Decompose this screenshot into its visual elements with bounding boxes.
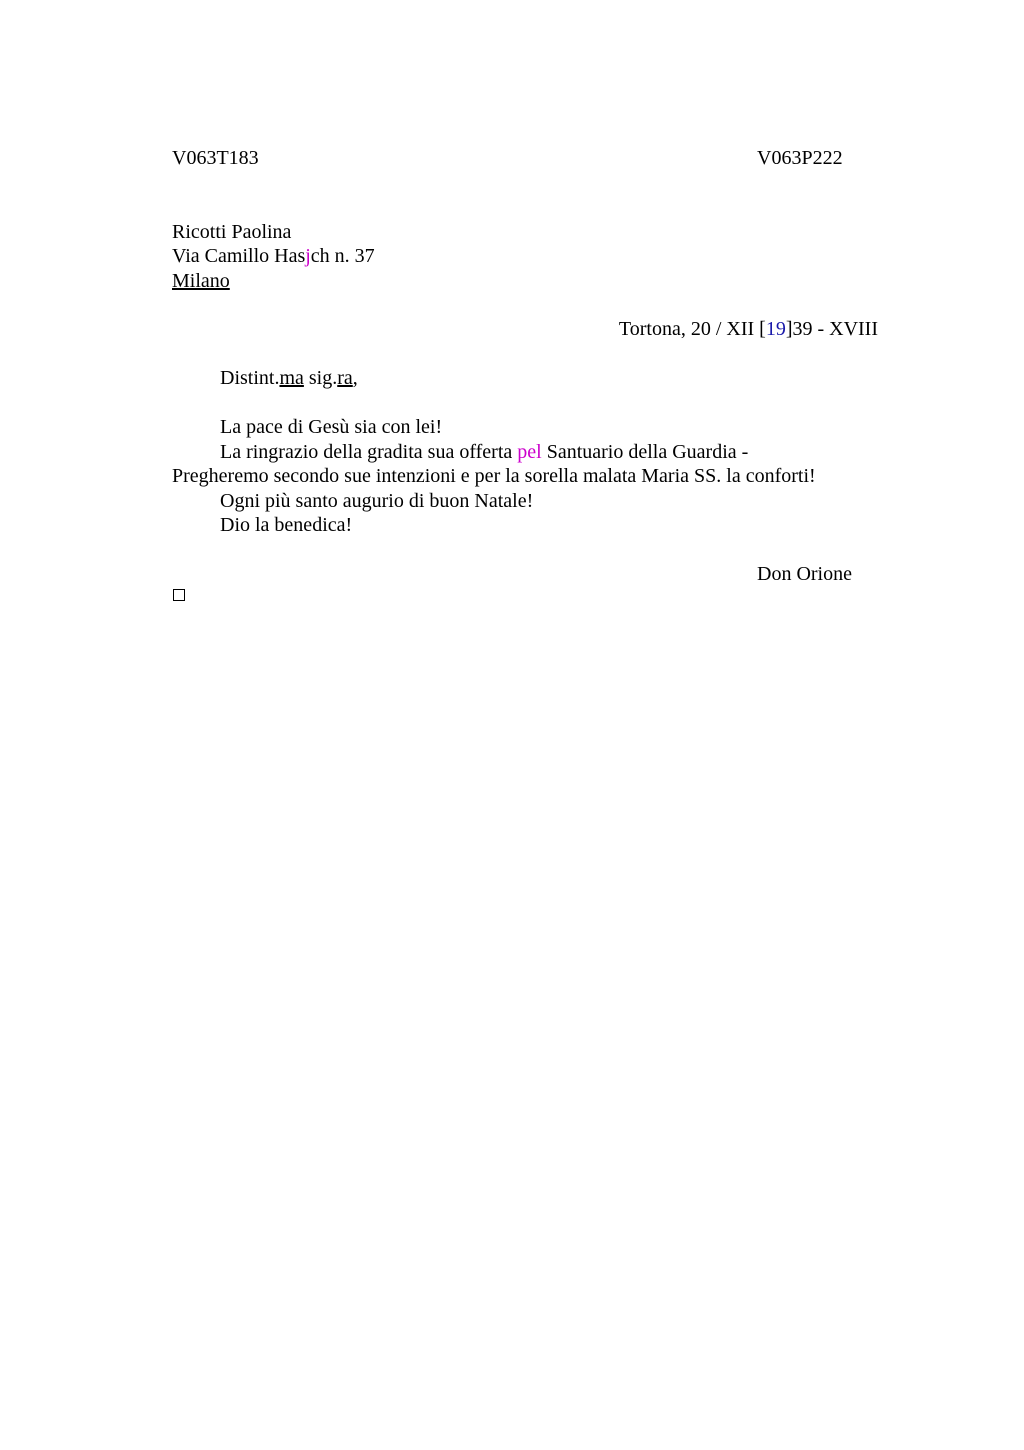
dateline-text: Tortona, 20 / XII [ [618,318,766,340]
body-line-4: Ogni più santo augurio di buon Natale! [220,490,534,512]
street-text: Via Camillo Has [172,245,306,267]
salutation-part: sig. [303,367,338,389]
signature: Don Orione [757,563,852,585]
recipient-city: Milano [172,270,230,292]
recipient-street [172,244,375,268]
body-line-2-text-end: Santuario della Guardia - [541,441,749,463]
doc-code-left: V063T183 [172,147,259,169]
body-line-2-text: La ringrazio della gradita sua offerta [220,441,518,463]
dateline [619,317,878,341]
body-line-2 [220,440,748,464]
salutation-abbrev-ra: ra [337,367,353,389]
street-editorial-mark: j [305,245,311,267]
doc-code-right: V063P222 [757,147,843,169]
end-square-icon [173,589,185,601]
dateline-text-end: ]39 - XVIII [785,318,878,340]
salutation-part: Distint. [220,367,280,389]
salutation [220,366,358,390]
street-text-end: ch n. 37 [310,245,375,267]
salutation-comma: , [352,367,358,389]
body-editorial-mark: pel [517,441,542,463]
dateline-editorial-bracket: 19 [765,318,786,340]
recipient-name: Ricotti Paolina [172,221,292,243]
body-line-5: Dio la benedica! [220,514,353,536]
salutation-abbrev-ma: ma [279,367,304,389]
body-line-3: Pregheremo secondo sue intenzioni e per la sorella malata Maria SS. la conforti! [172,465,816,487]
body-line-1: La pace di Gesù sia con lei! [220,416,443,438]
